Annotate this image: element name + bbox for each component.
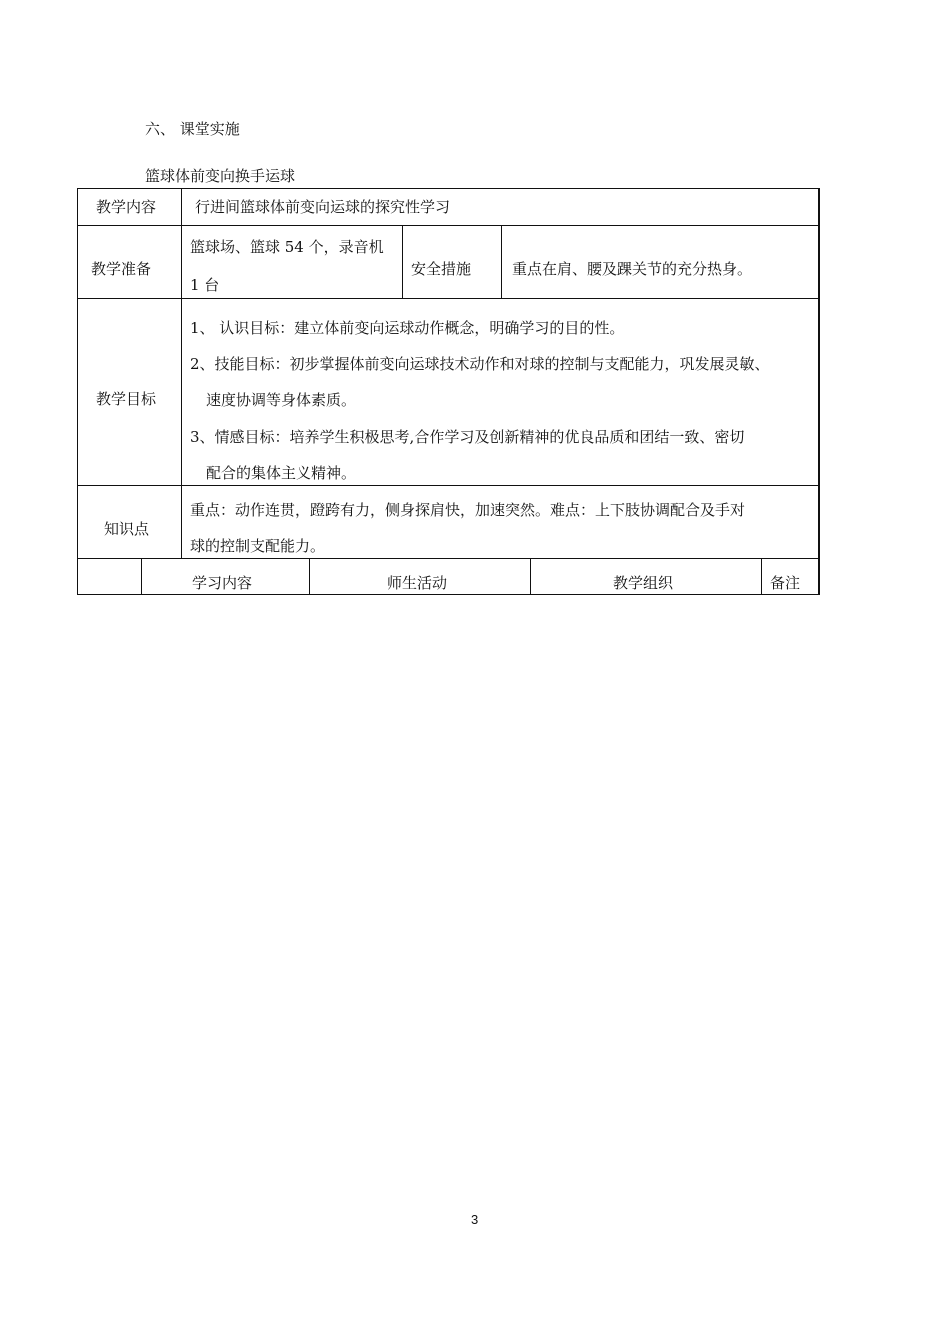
header-remarks: 备注 [770,574,801,592]
knowledge-label: 知识点 [104,520,150,538]
header-learning-content: 学习内容 [192,574,253,592]
header-organization: 教学组织 [613,574,674,592]
prep-label: 教学准备 [91,260,152,278]
goals-line-1: 1、 认识目标：建立体前变向运球动作概念，明确学习的目的性。 [190,319,625,337]
prep-value-line1: 篮球场、篮球 54 个，录音机 [190,238,384,256]
safety-label: 安全措施 [411,260,472,278]
goals-line-5: 配合的集体主义精神。 [206,464,357,482]
lesson-subtitle: 篮球体前变向换手运球 [145,167,296,185]
knowledge-line-2: 球的控制支配能力。 [190,537,326,555]
page-number: 3 [471,1212,479,1227]
goals-line-3: 速度协调等身体素质。 [206,391,357,409]
safety-value: 重点在肩、腰及踝关节的充分热身。 [512,260,753,278]
knowledge-line-1: 重点：动作连贯，蹬跨有力，侧身探肩快，加速突然。难点：上下肢协调配合及手对 [190,501,746,519]
header-activities: 师生活动 [387,574,448,592]
content-label: 教学内容 [96,198,157,216]
goals-line-4: 3、情感目标：培养学生积极思考,合作学习及创新精神的优良品质和团结一致、密切 [190,428,745,446]
section-heading: 六、 课堂实施 [145,120,240,138]
goals-label: 教学目标 [96,390,157,408]
content-value: 行进间篮球体前变向运球的探究性学习 [195,198,451,216]
prep-value-line2: 1 台 [190,276,220,294]
goals-line-2: 2、技能目标：初步掌握体前变向运球技术动作和对球的控制与支配能力，巩发展灵敏、 [190,355,770,373]
